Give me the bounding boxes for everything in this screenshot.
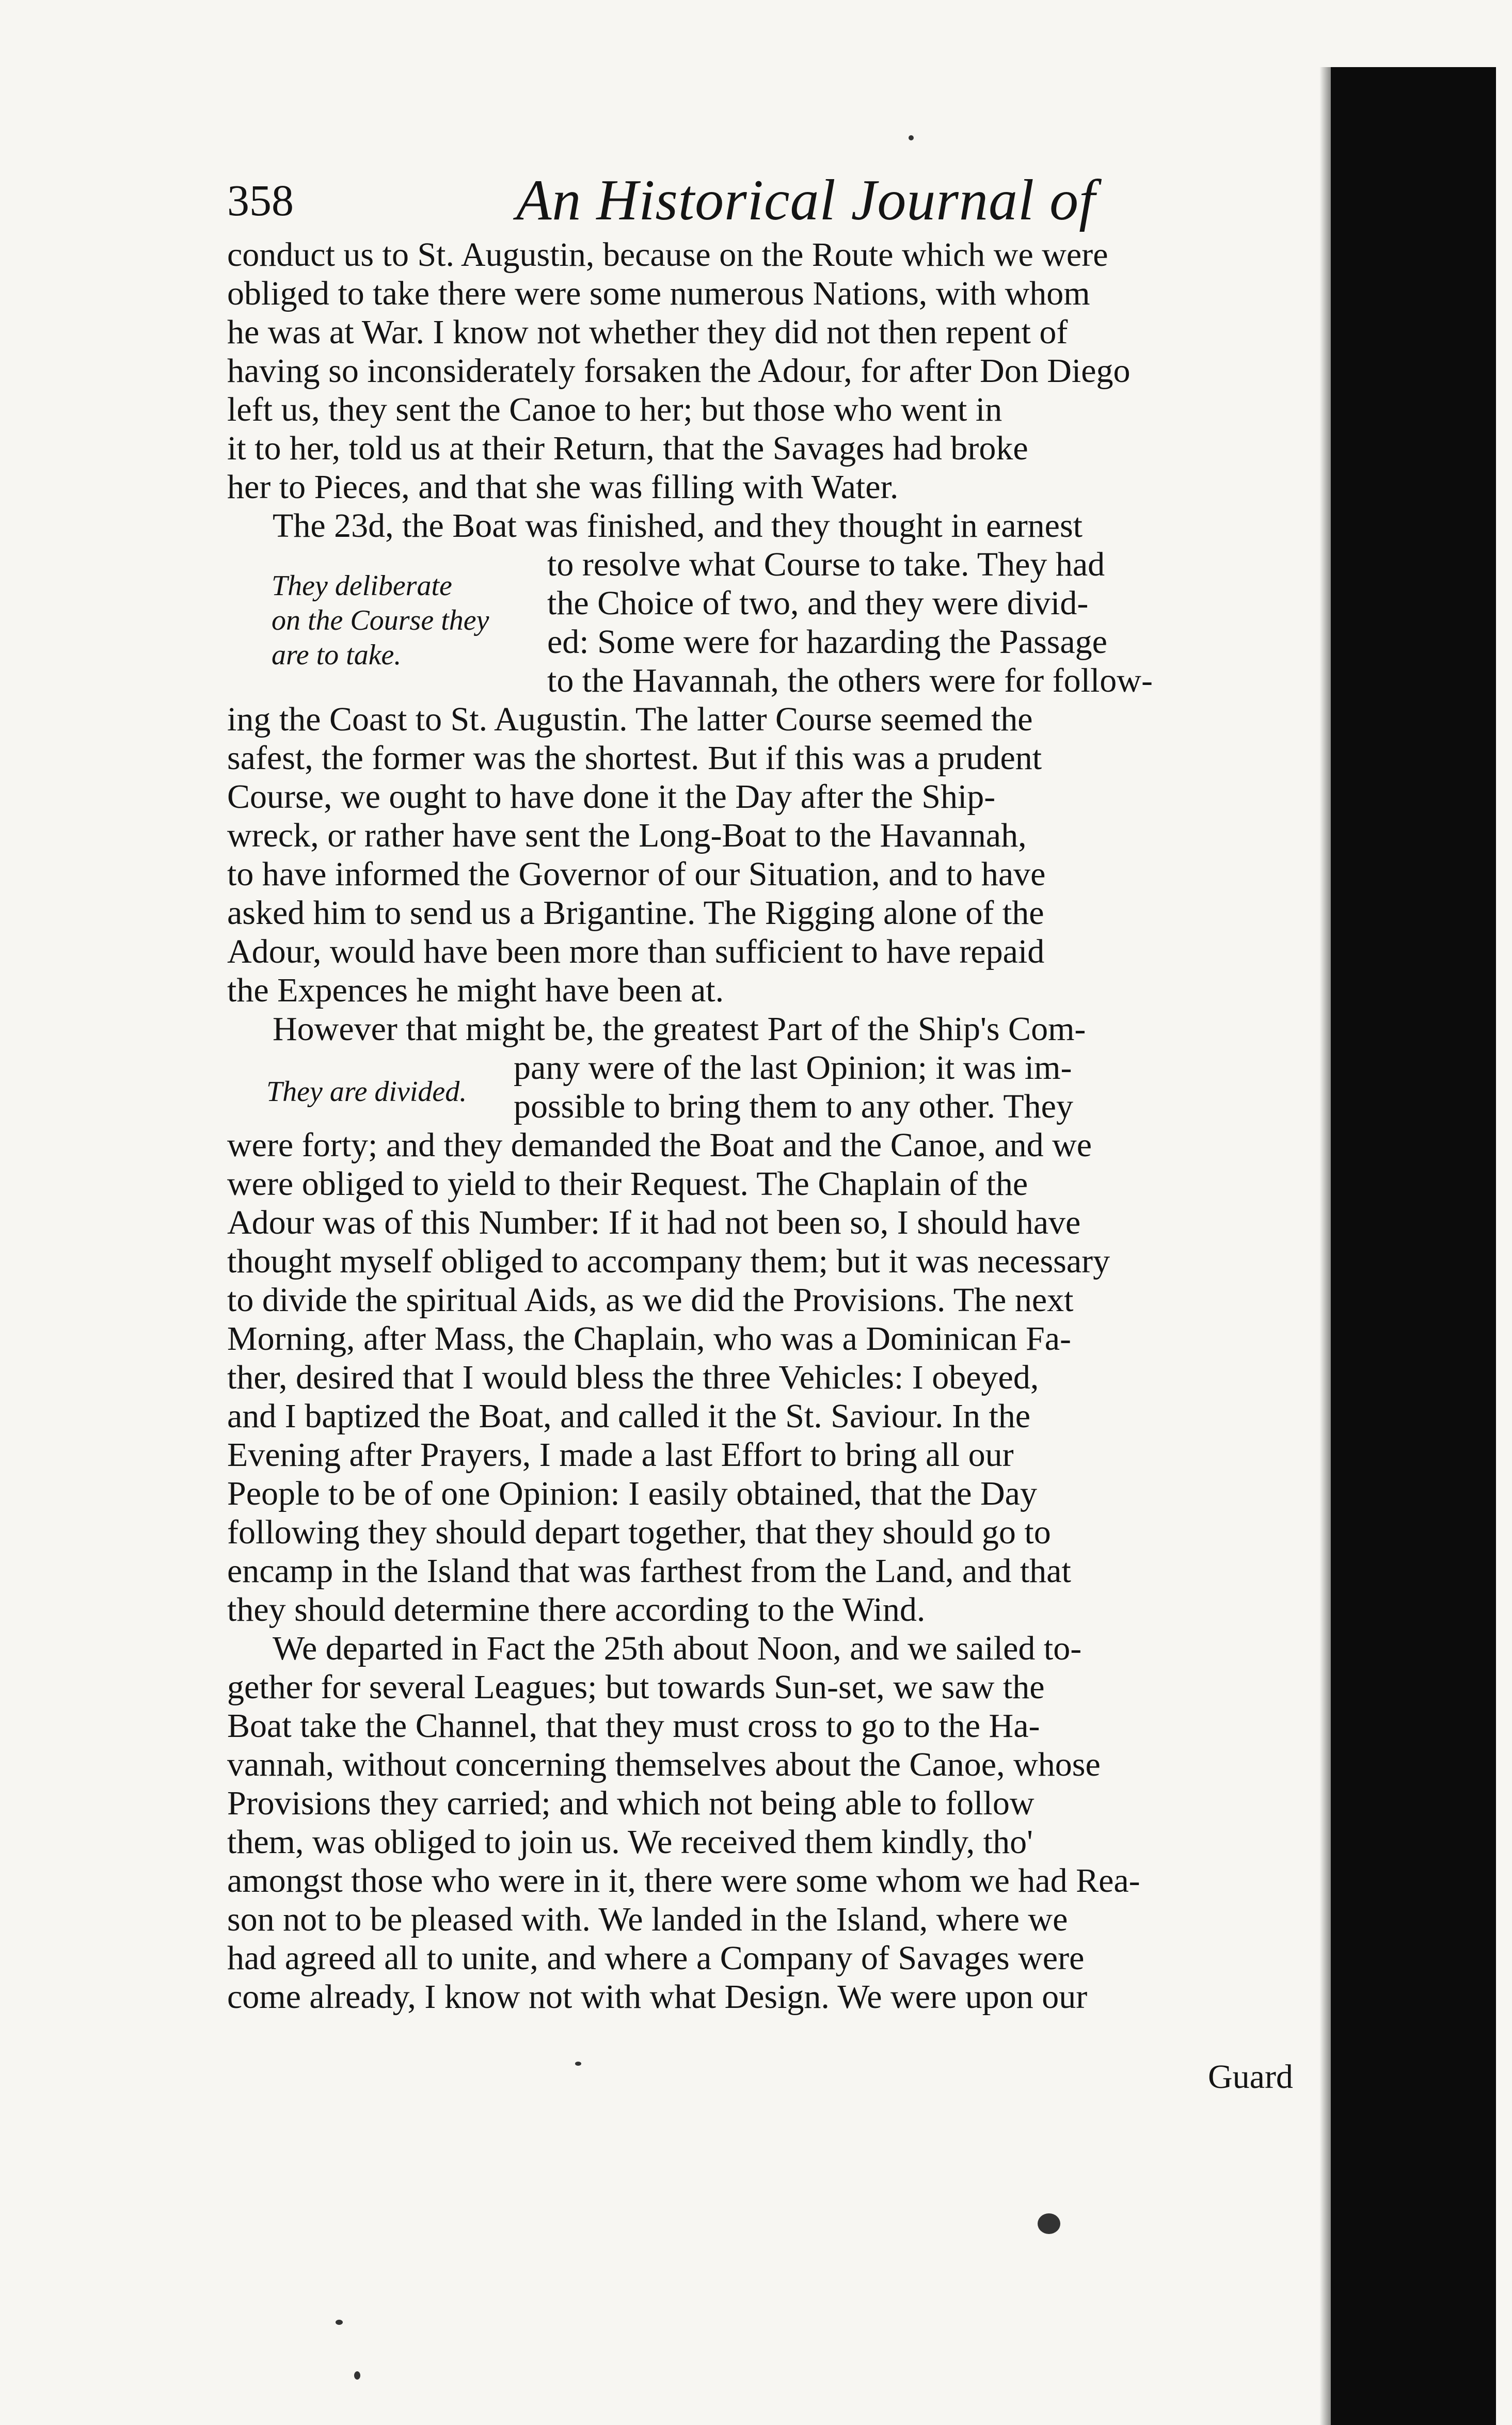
ink-speck [575, 2062, 581, 2066]
text-line: Adour was of this Number: If it had not been so, I should have [227, 1204, 1081, 1241]
ink-speck [1038, 2213, 1060, 2234]
text-line: amongst those who were in it, there were some whom we had Rea- [227, 1862, 1140, 1900]
text-line: possible to bring them to any other. They [514, 1088, 1073, 1125]
text-line: ed: Some were for hazarding the Passage [547, 623, 1107, 661]
paragraph-1 [227, 235, 1306, 506]
text-line: were obliged to yield to their Request. The Chaplain of the [227, 1165, 1028, 1203]
text-line: ther, desired that I would bless the three Vehicles: I obeyed, [227, 1359, 1039, 1396]
text-line: We departed in Fact the 25th about Noon, and we sailed to- [273, 1630, 1082, 1667]
running-title: An Historical Journal of [516, 168, 1096, 232]
text-line: gether for several Leagues; but towards Sun-set, we saw the [227, 1668, 1045, 1706]
text-line: and I baptized the Boat, and called it the St. Saviour. In the [227, 1397, 1031, 1435]
text-line: the Expences he might have been at. [227, 971, 724, 1009]
text-line: son not to be pleased with. We landed in the Island, where we [227, 1901, 1068, 1938]
text-line: asked him to send us a Brigantine. The Rigging alone of the [227, 894, 1044, 932]
marginal-note-line: on the Course they [272, 604, 489, 636]
text-line: the Choice of two, and they were divid- [547, 584, 1089, 622]
text-line: come already, I know not with what Design. We were upon our [227, 1978, 1088, 2016]
text-line: conduct us to St. Augustin, because on the Route which we were [227, 236, 1108, 274]
text-line: safest, the former was the shortest. But if this was a prudent [227, 739, 1042, 777]
text-line: they should determine there according to the Wind. [227, 1591, 926, 1629]
text-line: vannah, without concerning themselves about the Canoe, whose [227, 1746, 1101, 1783]
catchword: Guard [1208, 2058, 1293, 2096]
text-line: wreck, or rather have sent the Long-Boat to the Havannah, [227, 817, 1027, 854]
page-number: 358 [227, 176, 294, 225]
paragraph-4 [227, 1629, 1306, 2016]
text-line: Boat take the Channel, that they must cross to go to the Ha- [227, 1707, 1040, 1745]
text-line: obliged to take there were some numerous Nations, with whom [227, 275, 1090, 312]
text-line: it to her, told us at their Return, that the Savages had broke [227, 429, 1028, 467]
text-line: People to be of one Opinion: I easily obtained, that the Day [227, 1475, 1037, 1512]
text-line: to the Havannah, the others were for follow- [547, 662, 1153, 699]
text-line: pany were of the last Opinion; it was im- [514, 1049, 1072, 1087]
marginal-note-line: They deliberate [272, 570, 452, 602]
paragraph-3 [227, 1010, 1306, 1629]
text-line: had agreed all to unite, and where a Company of Savages were [227, 1939, 1085, 1977]
text-line: to divide the spiritual Aids, as we did the Provisions. The next [227, 1281, 1074, 1319]
page-header [227, 169, 1311, 231]
book-spine-shadow [1331, 67, 1496, 2425]
text-line: Course, we ought to have done it the Day after the Ship- [227, 778, 996, 816]
text-line: he was at War. I know not whether they did not then repent of [227, 313, 1068, 351]
marginal-note-line: are to take. [272, 639, 402, 671]
text-line: ing the Coast to St. Augustin. The latter Course seemed the [227, 700, 1033, 738]
text-line: Adour, would have been more than sufficient to have repaid [227, 933, 1045, 970]
text-line: Morning, after Mass, the Chaplain, who was a Dominican Fa- [227, 1320, 1071, 1358]
text-line: Provisions they carried; and which not being able to follow [227, 1784, 1034, 1822]
ink-speck [336, 2320, 343, 2325]
text-line: Evening after Prayers, I made a last Effort to bring all our [227, 1436, 1014, 1474]
text-line: them, was obliged to join us. We received them kindly, tho' [227, 1823, 1033, 1861]
text-line: However that might be, the greatest Part of the Ship's Com- [273, 1010, 1086, 1048]
text-line: encamp in the Island that was farthest from the Land, and that [227, 1552, 1071, 1590]
text-line: her to Pieces, and that she was filling with Water. [227, 468, 899, 506]
body-text [227, 235, 1306, 2016]
text-line: thought myself obliged to accompany them; but it was necessary [227, 1242, 1110, 1280]
paragraph-2 [227, 506, 1306, 1010]
text-line: having so inconsiderately forsaken the Adour, for after Don Diego [227, 352, 1131, 390]
text-line: left us, they sent the Canoe to her; but those who went in [227, 391, 1002, 428]
text-line: to have informed the Governor of our Situation, and to have [227, 855, 1046, 893]
text-line: were forty; and they demanded the Boat and the Canoe, and we [227, 1126, 1092, 1164]
text-line: to resolve what Course to take. They had [547, 546, 1105, 583]
text-line: The 23d, the Boat was finished, and they thought in earnest [273, 507, 1083, 545]
ink-speck [354, 2371, 360, 2380]
ink-speck [909, 135, 914, 140]
text-line: following they should depart together, that they should go to [227, 1513, 1051, 1551]
marginal-note-line: They are divided. [266, 1076, 467, 1108]
